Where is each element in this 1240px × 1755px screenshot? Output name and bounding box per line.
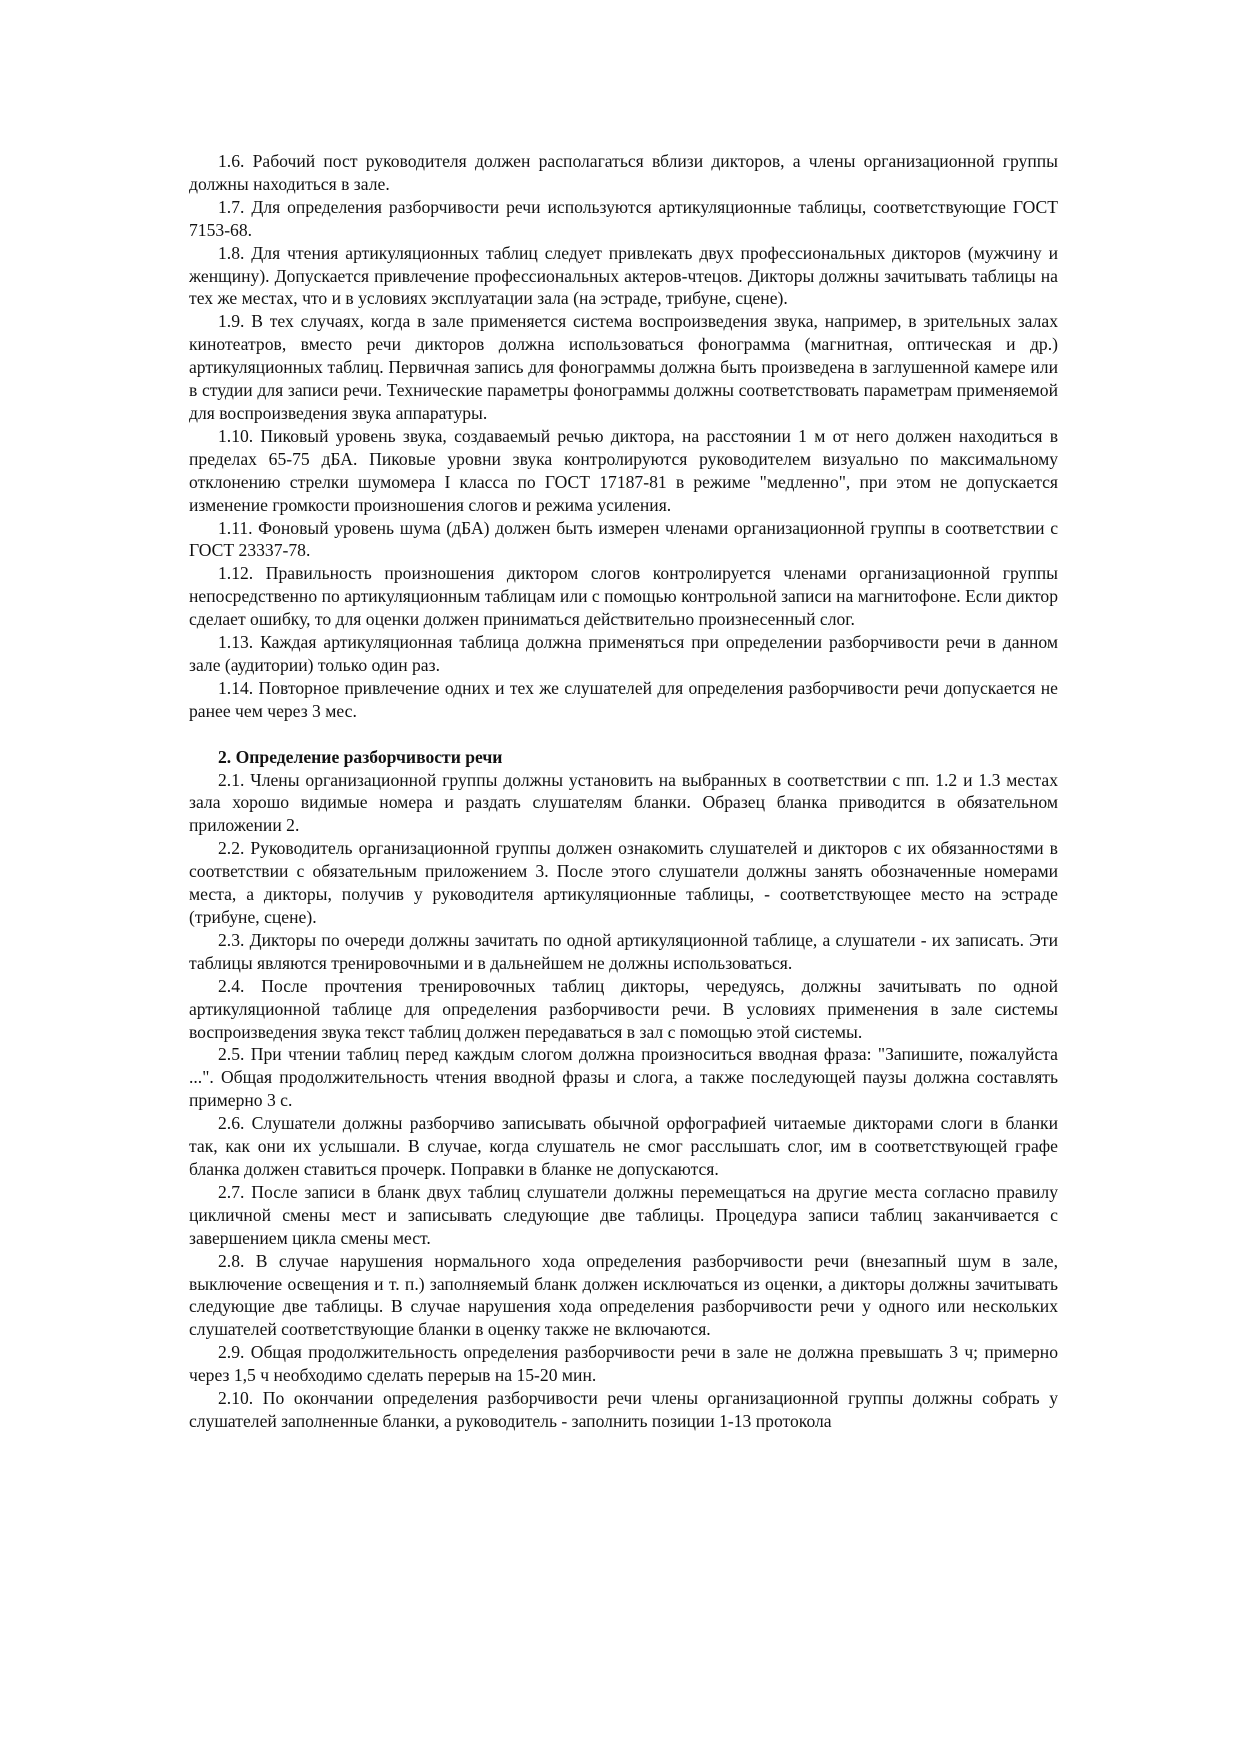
paragraph-2-7: 2.7. После записи в бланк двух таблиц слушатели должны перемещаться на другие места согласно правилу цикличной смены мест и записывать следующие две таблицы. Процедура записи таблиц заканчивается с завершением цикла смены мест. xyxy=(189,1181,1058,1248)
paragraph-2-1: 2.1. Члены организационной группы должны установить на выбранных в соответствии с пп. 1.2 и 1.3 местах зала хорошо видимые номера и раздать слушателям бланки. Образец бланка приводится в обязательном приложении 2. xyxy=(189,769,1058,836)
paragraph-2-6: 2.6. Слушатели должны разборчиво записывать обычной орфографией читаемые дикторами слоги в бланки так, как они их услышали. В случае, когда слушатель не смог расслышать слог, им в соответствующей графе бланка должен ставиться прочерк. Поправки в бланке не допускаются. xyxy=(189,1113,1058,1179)
paragraph-1-14: 1.14. Повторное привлечение одних и тех же слушателей для определения разборчивости речи допускается не ранее чем через 3 мес. xyxy=(189,677,1058,721)
paragraph-2-9: 2.9. Общая продолжительность определения разборчивости речи в зале не должна превышать 3 ч; примерно через 1,5 ч необходимо сделать перерыв на 15-20 мин. xyxy=(189,1342,1058,1386)
paragraph-2-2: 2.2. Руководитель организационной группы должен ознакомить слушателей и дикторов с их обязанностями в соответствии с обязательным приложением 3. После этого слушатели должны занять обозначенные номерами места, а дикторы, получив у руководителя артикуляционные таблицы, - соответствующее место на эстраде (трибуне, сцене). xyxy=(189,838,1058,927)
paragraph-1-9: 1.9. В тех случаях, когда в зале применяется система воспроизведения звука, например, в зрительных залах кинотеатров, вместо речи дикторов должна использоваться фонограмма (магнитная, оптическая и др.) артикуляционных таблиц. Первичная запись для фонограммы должна быть произведена в заглушенной камере или в студии для записи речи. Технические параметры фонограммы должны соответствовать параметрам применяемой для воспроизведения звука аппаратуры. xyxy=(189,311,1058,423)
paragraph-1-13: 1.13. Каждая артикуляционная таблица должна применяться при определении разборчивости речи в данном зале (аудитории) только один раз. xyxy=(189,632,1058,675)
paragraph-2-4: 2.4. После прочтения тренировочных таблиц дикторы, чередуясь, должны зачитывать по одной артикуляционной таблице для определения разборчивости речи. В условиях применения в зале системы воспроизведения звука текст таблиц должен передаваться в зал с помощью этой системы. xyxy=(189,975,1058,1042)
paragraph-1-6: 1.6. Рабочий пост руководителя должен располагаться вблизи дикторов, а члены организационной группы должны находиться в зале. xyxy=(189,151,1058,194)
paragraph-2-8: 2.8. В случае нарушения нормального хода определения разборчивости речи (внезапный шум в зале, выключение освещения и т. п.) заполняемый бланк должен исключаться из оценки, а дикторы должны зачитывать следующие две таблицы. В случае нарушения хода определения разборчивости речи у одного или нескольких слушателей соответствующие бланки в оценку также не включаются. xyxy=(189,1250,1058,1340)
document-page xyxy=(189,150,1058,1433)
section-2-heading: 2. Определение разборчивости речи xyxy=(218,746,503,767)
paragraph-1-12: 1.12. Правильность произношения диктором слогов контролируется членами организационной группы непосредственно по артикуляционным таблицам или с помощью контрольной записи на магнитофоне. Если диктор сделает ошибку, то для оценки должен приниматься действительно произнесенный слог. xyxy=(189,563,1058,630)
paragraph-2-10: 2.10. По окончании определения разборчивости речи члены организационной группы должны собрать у слушателей заполненные бланки, а руководитель - заполнить позиции 1-13 протокола xyxy=(189,1388,1058,1431)
paragraph-2-5: 2.5. При чтении таблиц перед каждым слогом должна произноситься вводная фраза: "Запишите, пожалуйста ...". Общая продолжительность чтения вводной фразы и слога, а также последующей паузы должна составлять примерно 3 с. xyxy=(189,1044,1058,1111)
paragraph-1-8: 1.8. Для чтения артикуляционных таблиц следует привлекать двух профессиональных дикторов (мужчину и женщину). Допускается привлечение профессиональных актеров-чтецов. Дикторы должны зачитывать таблицы на тех же местах, что и в условиях эксплуатации зала (на эстраде, трибуне, сцене). xyxy=(189,242,1058,309)
paragraph-1-10: 1.10. Пиковый уровень звука, создаваемый речью диктора, на расстоянии 1 м от него должен находиться в пределах 65-75 дБА. Пиковые уровни звука контролируются руководителем визуально по максимальному отклонению стрелки шумомера I класса по ГОСТ 17187-81 в режиме "медленно", при этом не допускается изменение громкости произношения слогов и режима усиления. xyxy=(189,425,1058,515)
paragraph-1-7: 1.7. Для определения разборчивости речи используются артикуляционные таблицы, соответствующие ГОСТ 7153-68. xyxy=(189,196,1058,240)
paragraph-2-3: 2.3. Дикторы по очереди должны зачитать по одной артикуляционной таблице, а слушатели - их записать. Эти таблицы являются тренировочными и в дальнейшем не должны использоваться. xyxy=(189,929,1058,973)
paragraph-1-11: 1.11. Фоновый уровень шума (дБА) должен быть измерен членами организационной группы в соответствии с ГОСТ 23337-78. xyxy=(189,517,1058,561)
